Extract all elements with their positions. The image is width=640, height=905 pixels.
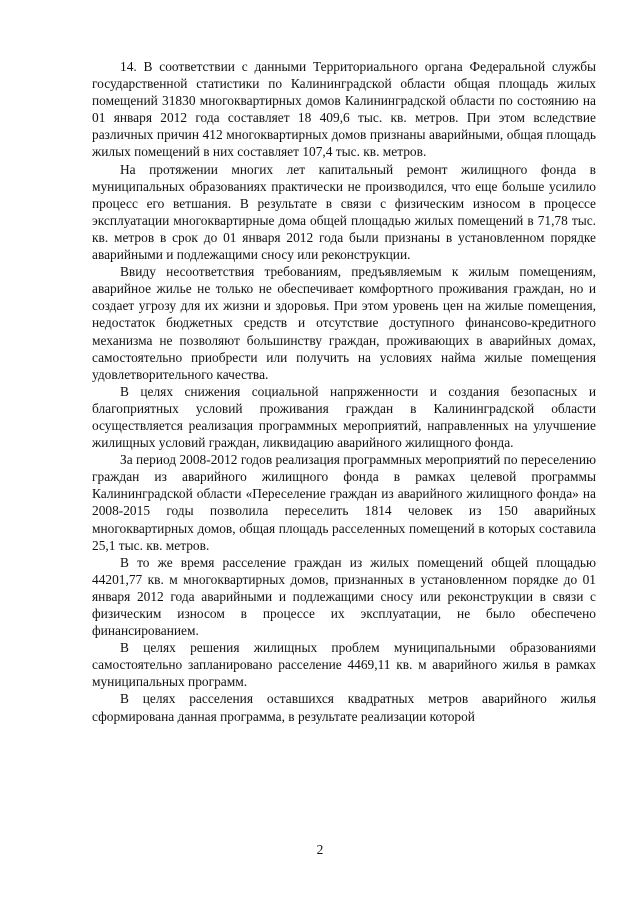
paragraph-unfunded-resettlement: В то же время расселение граждан из жилых помещений общей площадью 44201,77 кв. м многоквартирных домов, признанных в установленном порядке до 01 января 2012 года аварийными и подлежащими сносу или реконструкции в связи с физическим износом в процессе их эксплуатации, не было обеспечено финансированием. (92, 554, 596, 639)
paragraph-14-housing-statistics: 14. В соответствии с данными Территориального органа Федеральной службы государственной статистики по Калининградской области общая площадь жилых помещений 31830 многоквартирных домов Калининградской области по состоянию на 01 января 2012 года составляет 18 409,6 тыс. кв. метров. При этом вследствие различных причин 412 многоквартирных домов признаны аварийными, общая площадь жилых помещений в них составляет 107,4 тыс. кв. метров. (92, 59, 596, 160)
paragraph-emergency-housing-risk: Ввиду несоответствия требованиям, предъявляемым к жилым помещениям, аварийное жилье не только не обеспечивает комфортного проживания граждан, но и создает угрозу для их жизни и здоровья. При этом уровень цен на жилые помещения, недостаток бюджетных средств и отсутствие доступного финансово-кредитного механизма не позволяют большинству граждан, проживающих в аварийных домах, самостоятельно приобрести или получить на условиях найма жилые помещения удовлетворительного качества. (92, 264, 596, 382)
paragraph-municipal-programs: В целях решения жилищных проблем муниципальными образованиями самостоятельно запланировано расселение 4469,11 кв. м аварийного жилья в рамках муниципальных программ. (92, 640, 596, 690)
page-number: 2 (316, 842, 324, 857)
paragraph-program-purpose: В целях расселения оставшихся квадратных метров аварийного жилья сформирована данная программа, в результате реализации которой (92, 691, 596, 724)
document-body (92, 58, 596, 725)
paragraph-social-tension: В целях снижения социальной напряженности и создания безопасных и благоприятных условий проживания граждан в Калининградской области осуществляется реализация программных мероприятий, направленных на улучшение жилищных условий граждан, ликвидацию аварийного жилищного фонда. (92, 383, 596, 451)
paragraph-capital-repair: На протяжении многих лет капитальный ремонт жилищного фонда в муниципальных образованиях практически не производился, что еще больше усилило процесс его ветшания. В результате в связи с физическим износом в процессе эксплуатации многоквартирные дома общей площадью жилых помещений в 71,78 тыс. кв. метров в срок до 01 января 2012 года были признаны в установленном порядке аварийными и подлежащими сносу или реконструкции. (92, 161, 596, 263)
paragraph-resettlement-results: За период 2008-2012 годов реализация программных мероприятий по переселению граждан из аварийного жилищного фонда в рамках целевой программы Калининградской области «Переселение граждан из аварийного жилищного фонда» на 2008-2015 годы позволила переселить 1814 человек из 150 аварийных многоквартирных домов, общая площадь расселенных помещений в которых составила 25,1 тыс. кв. метров. (92, 452, 596, 553)
